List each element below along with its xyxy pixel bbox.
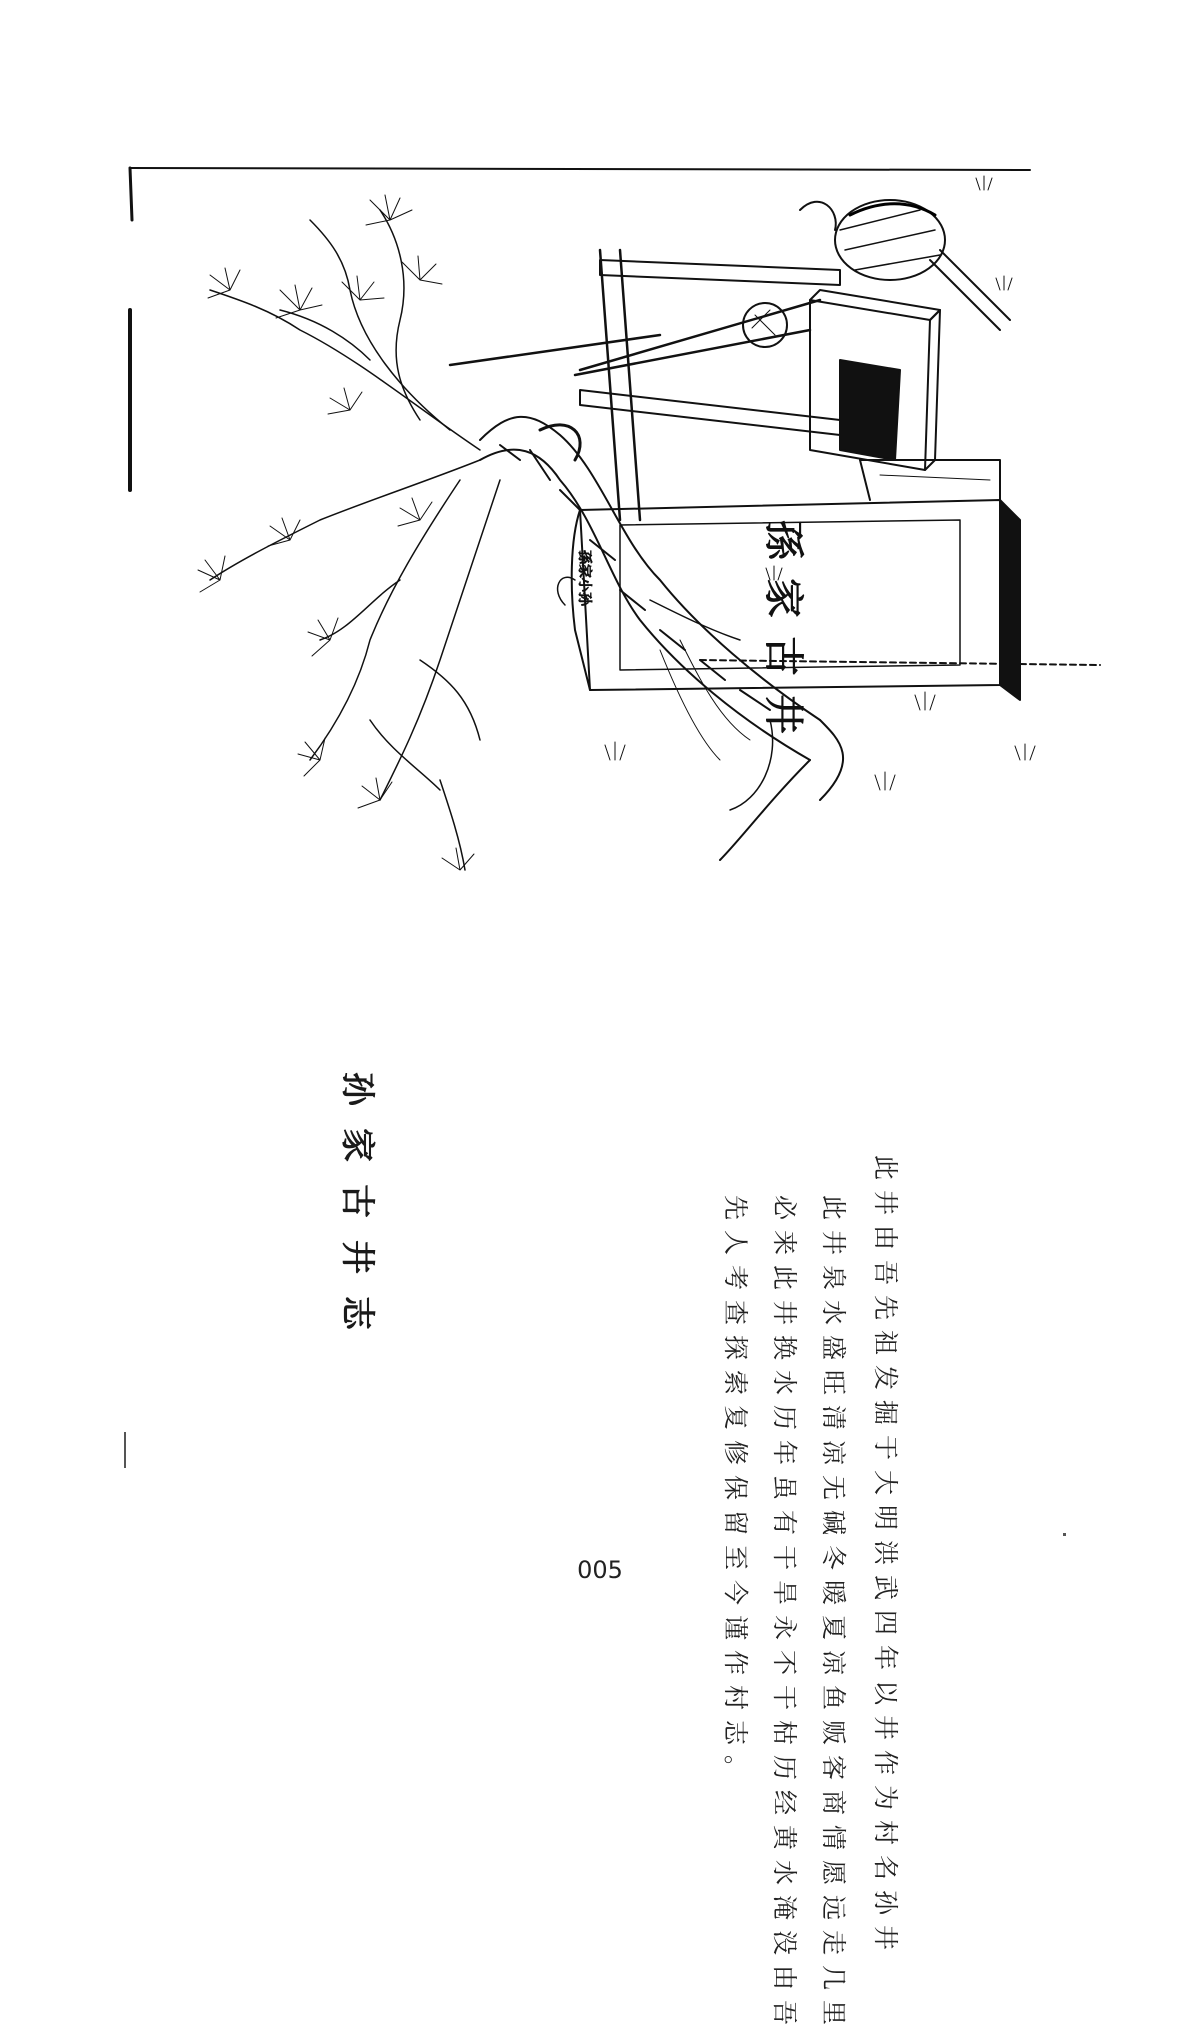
well-head xyxy=(810,290,940,470)
margin-scan-mark xyxy=(1063,1533,1066,1536)
ancient-well-illustration xyxy=(120,160,1120,900)
body-line-2: 此井泉水盛旺清凉无碱冬暖夏凉鱼贩客商情愿远走几里 xyxy=(819,1195,848,2035)
article-title: 孙家古井志 xyxy=(337,1072,377,1352)
body-line-3: 必来此井换水历年虽有干旱永不干枯历经黄水淹没由吾 xyxy=(770,1195,799,2035)
stele-inscription: 孫家古井 xyxy=(760,520,806,752)
grass-strokes xyxy=(605,176,1035,790)
page-number: 005 xyxy=(577,1556,623,1584)
well-windlass-frame xyxy=(450,250,840,520)
pine-tree-branches xyxy=(210,210,500,870)
pine-needles xyxy=(198,195,474,870)
body-line-1: 此井由吾先祖发掘于大明洪武四年以井作为村名孙井 xyxy=(871,1155,900,1961)
margin-scan-mark xyxy=(124,1432,126,1468)
wooden-bucket xyxy=(800,200,1010,330)
body-line-4: 先人考查探索复修保留至今谨作村志。 xyxy=(721,1195,750,1791)
frame-lines xyxy=(130,168,1100,665)
stele-small-inscription: 孫家小孙 xyxy=(576,550,592,606)
